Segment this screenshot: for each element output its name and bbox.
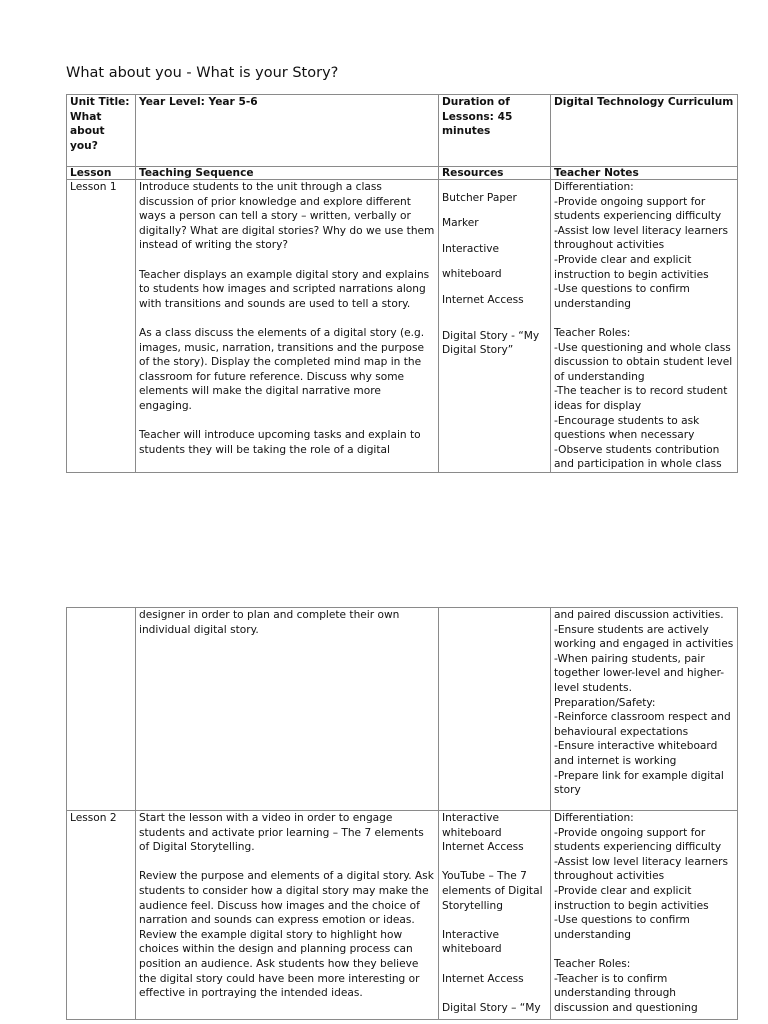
unit-title-cell: Unit Title: What about you? bbox=[67, 95, 136, 167]
lesson1-label: Lesson 1 bbox=[67, 180, 136, 473]
note-line: -Provide clear and explicit instruction to begin activities bbox=[554, 253, 709, 281]
column-header-row bbox=[67, 167, 738, 180]
resource-item: Interactive whiteboard bbox=[442, 812, 503, 839]
note-line: Differentiation: bbox=[554, 812, 634, 824]
lesson1-seq-paragraph: Introduce students to the unit through a class discussion of prior knowledge and explore different ways a person can tell a story – written, verbally or digitally? What are digital stories? Why do we use them instead of writing the story? bbox=[139, 181, 438, 252]
unit-header-row bbox=[67, 95, 738, 167]
lesson2-label: Lesson 2 bbox=[67, 811, 136, 1020]
resource-item: Internet Access bbox=[442, 841, 524, 854]
note-line: -Reinforce classroom respect and behavioural expectations bbox=[554, 711, 735, 738]
lesson-column-header: Lesson bbox=[67, 167, 136, 180]
lesson1-continued-row bbox=[67, 608, 738, 811]
notes-column-header: Teacher Notes bbox=[551, 167, 738, 180]
note-line: -When pairing students, pair together lower-level and higher-level students. bbox=[554, 652, 725, 694]
lesson1-resources bbox=[439, 180, 551, 473]
lesson2-row bbox=[67, 811, 738, 1020]
note-line: Differentiation: bbox=[554, 181, 634, 193]
resource-item: Marker bbox=[442, 217, 479, 230]
note-line: -Use questions to confirm understanding bbox=[554, 914, 694, 941]
lesson1-notes bbox=[551, 180, 738, 473]
lesson-plan-table-continued bbox=[66, 607, 738, 1020]
resource-item: Interactive whiteboard bbox=[442, 928, 503, 956]
note-line: -Ensure interactive whiteboard and internet is working bbox=[554, 740, 721, 767]
note-line: -Ensure students are actively working and engaged in activities bbox=[554, 623, 734, 651]
note-line: -Provide ongoing support for students experiencing difficulty bbox=[554, 195, 722, 223]
document-title: What about you - What is your Story? bbox=[66, 65, 339, 81]
resource-item: whiteboard bbox=[442, 268, 502, 281]
note-line: -The teacher is to record student ideas for display bbox=[554, 385, 731, 412]
note-line: -Assist low level literacy learners throughout activities bbox=[554, 224, 732, 252]
lesson2-resources bbox=[439, 811, 551, 1020]
lesson1-sequence-continued: designer in order to plan and complete their own individual digital story. bbox=[136, 608, 439, 811]
note-line: Preparation/Safety: bbox=[554, 696, 656, 709]
resource-item: YouTube – The 7 elements of Digital Storytelling bbox=[442, 870, 546, 912]
note-line: -Teacher is to confirm understanding through discussion and questioning bbox=[554, 972, 698, 1014]
lesson1-seq-paragraph: Teacher displays an example digital story and explains to students how images and scripted narrations along with transitions and sounds are used to tell a story. bbox=[139, 268, 433, 310]
lesson-plan-table bbox=[66, 94, 738, 473]
lesson2-seq-paragraph: Start the lesson with a video in order to engage students and activate prior learning – The 7 elements of Digital Storytelling. bbox=[139, 812, 428, 854]
lesson1-notes-continued bbox=[551, 608, 738, 811]
year-level-cell: Year Level: Year 5-6 bbox=[136, 95, 439, 167]
lesson2-sequence bbox=[136, 811, 439, 1020]
note-line: -Prepare link for example digital story bbox=[554, 769, 728, 797]
note-line: -Observe students contribution and participation in whole class bbox=[554, 443, 723, 471]
lesson1-seq-paragraph: Teacher will introduce upcoming tasks and explain to students they will be taking the role of a digital bbox=[139, 429, 424, 456]
note-line: -Use questioning and whole class discussion to obtain student level of understanding bbox=[554, 341, 736, 383]
note-line: Teacher Roles: bbox=[554, 326, 631, 339]
lesson1-sequence bbox=[136, 180, 439, 473]
lesson1-row bbox=[67, 180, 738, 473]
resource-item: Digital Story – “My bbox=[442, 1001, 541, 1014]
resource-item: Interactive bbox=[442, 242, 500, 255]
lesson1-seq-paragraph: As a class discuss the elements of a digital story (e.g. images, music, narration, transitions and the purpose of the story). Display the completed mind map in the classroom for future reference. Discuss why some elements will make the digital narrative more engaging. bbox=[139, 326, 428, 412]
resource-item: Digital Story - “My Digital Story” bbox=[442, 329, 543, 357]
note-line: -Provide ongoing support for students experiencing difficulty bbox=[554, 826, 722, 854]
lesson2-seq-paragraph: Review the example digital story to highlight how choices within the design and planning process can position an audience. Ask students how they believe the digital story could have been more interesting or effective in portraying the intended ideas. bbox=[139, 928, 423, 1000]
lesson2-seq-paragraph: Review the purpose and elements of a digital story. Ask students to consider how a digital story may make the audience feel. Discuss how images and the choice of narration and sounds can express emotion or ideas. bbox=[139, 870, 438, 927]
resources-column-header: Resources bbox=[439, 167, 551, 180]
note-line: -Encourage students to ask questions when necessary bbox=[554, 414, 703, 442]
resource-item: Butcher Paper bbox=[442, 192, 517, 204]
sequence-column-header: Teaching Sequence bbox=[136, 167, 439, 180]
duration-cell: Duration of Lessons: 45 minutes bbox=[439, 95, 551, 167]
note-line: -Use questions to confirm understanding bbox=[554, 283, 694, 310]
note-line: -Assist low level literacy learners throughout activities bbox=[554, 855, 732, 883]
curriculum-cell: Digital Technology Curriculum bbox=[551, 95, 738, 167]
note-line: -Provide clear and explicit instruction to begin activities bbox=[554, 884, 709, 912]
resource-item: Internet Access bbox=[442, 972, 524, 985]
note-line: and paired discussion activities. bbox=[554, 609, 724, 621]
resource-item: Internet Access bbox=[442, 293, 524, 306]
lesson2-notes bbox=[551, 811, 738, 1020]
note-line: Teacher Roles: bbox=[554, 957, 631, 970]
